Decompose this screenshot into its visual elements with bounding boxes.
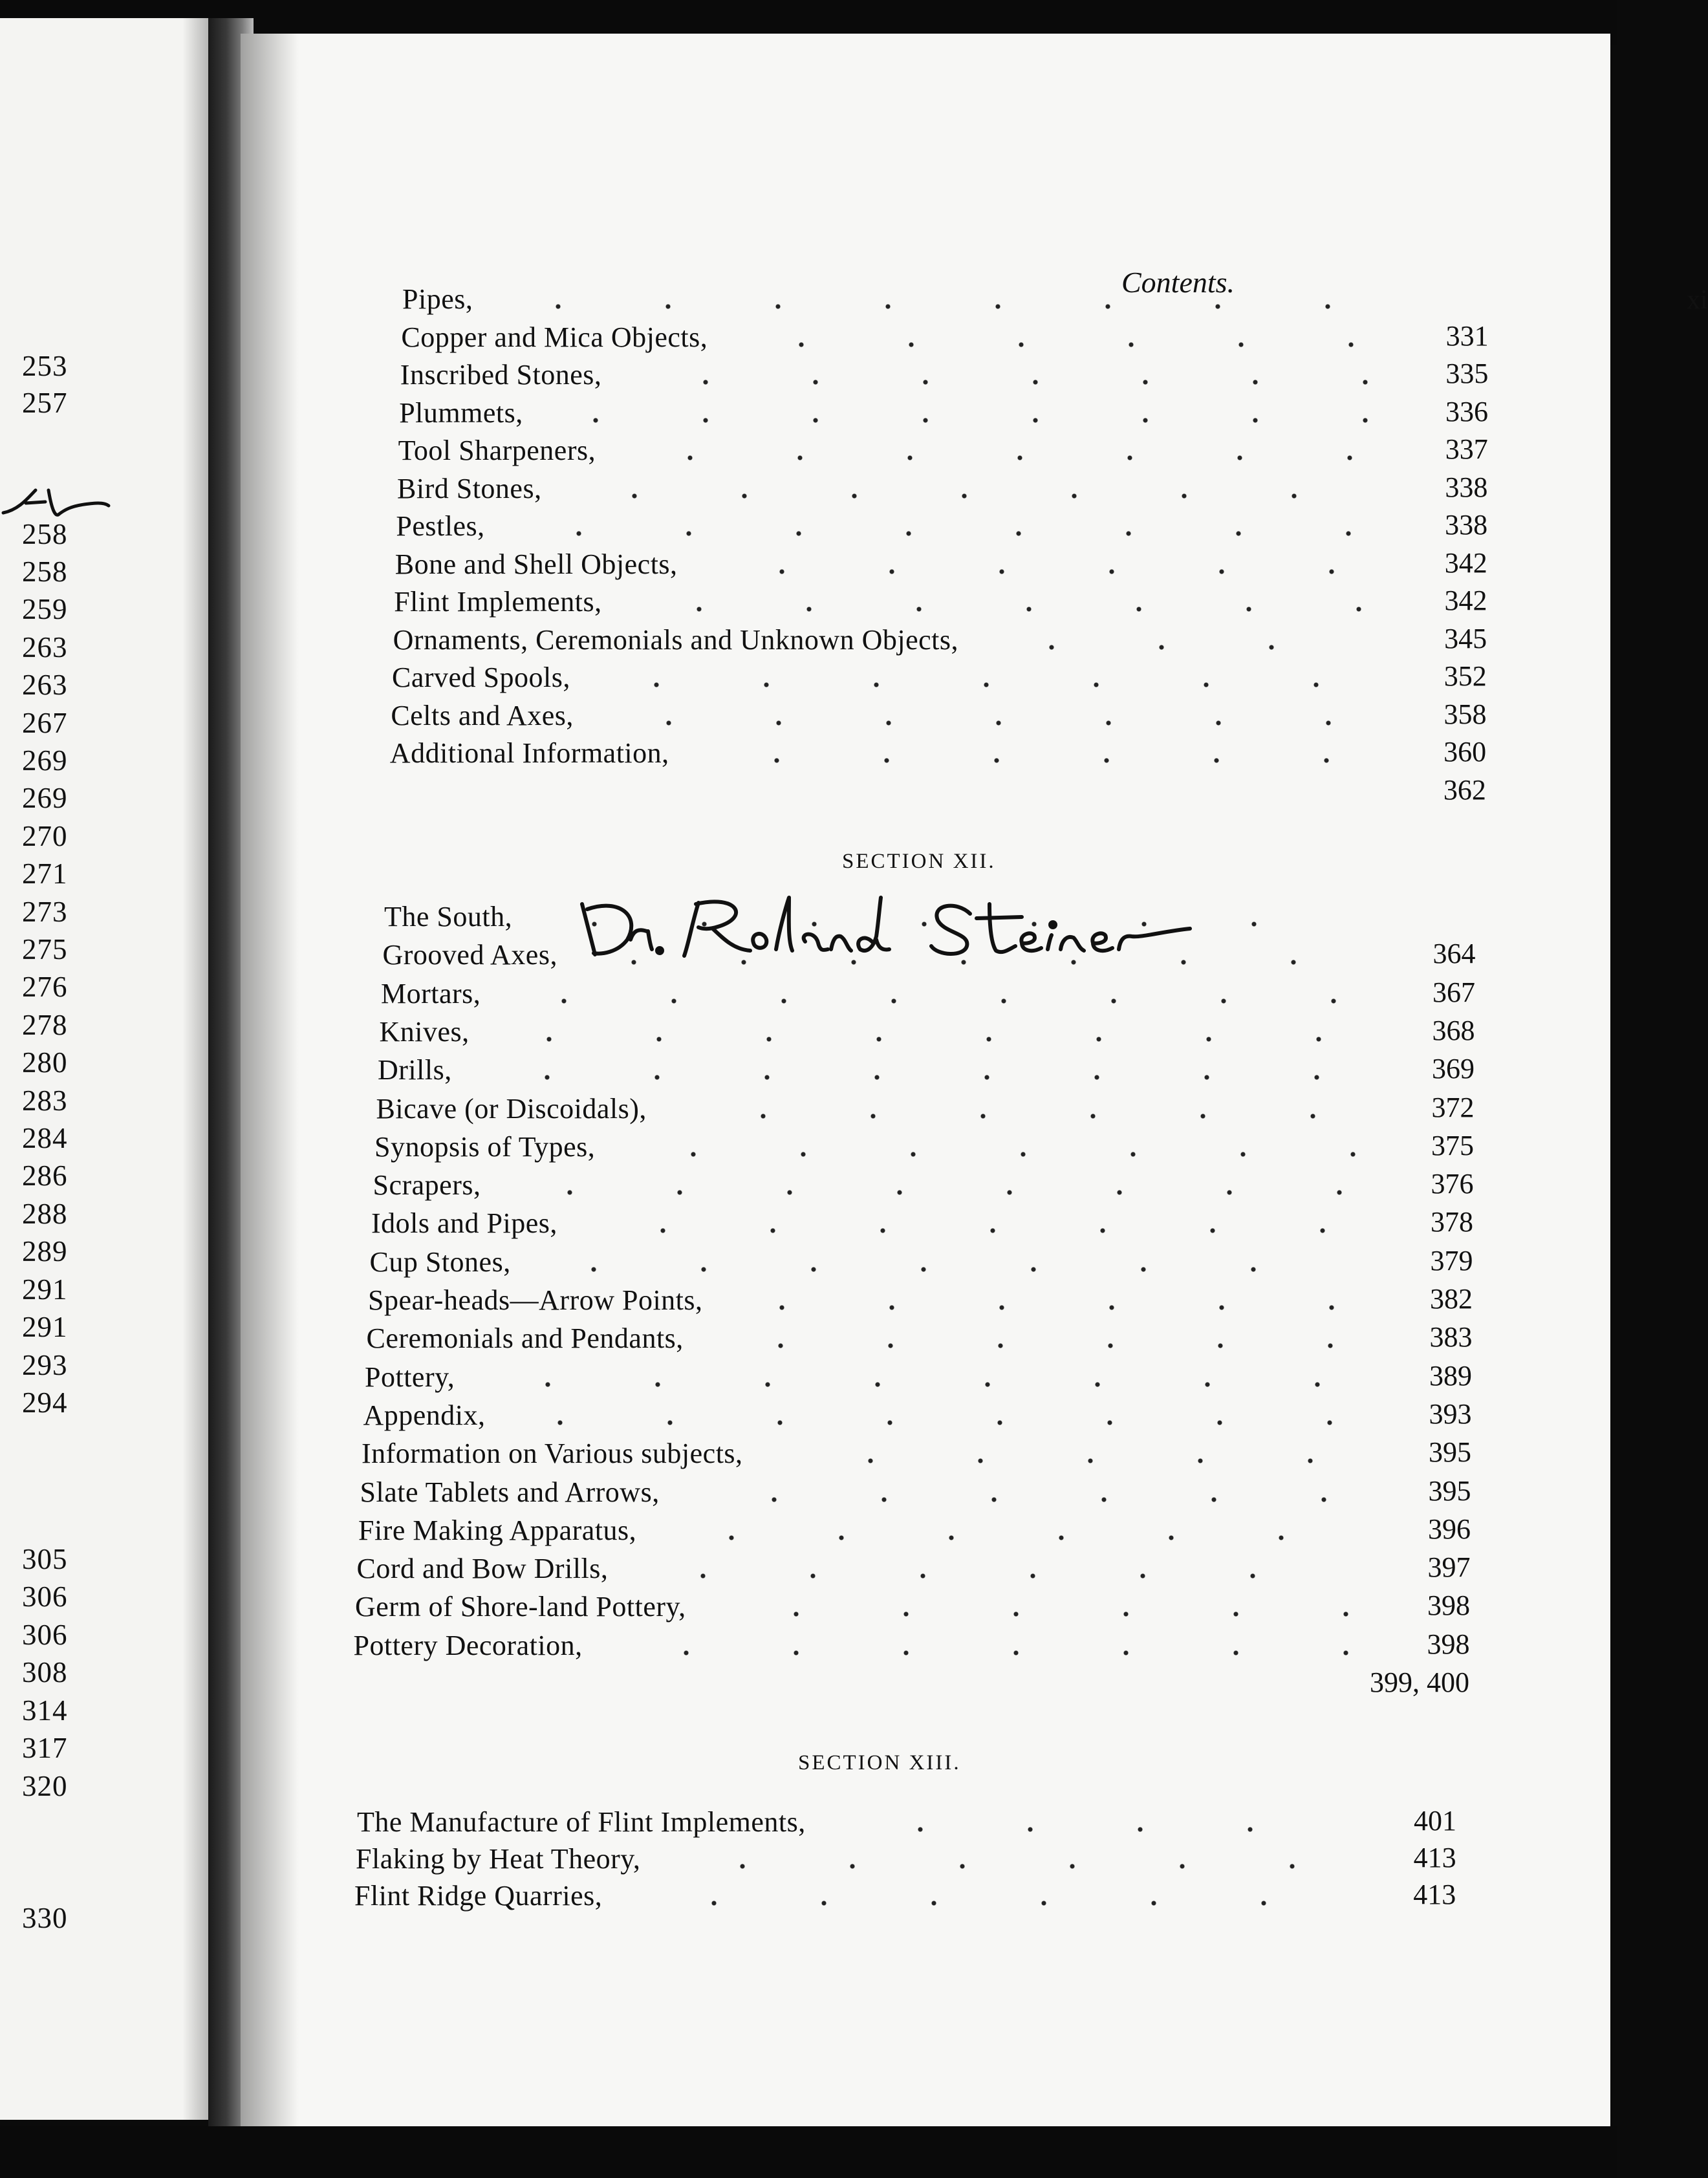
left-page-number: 275 [22, 933, 68, 965]
handwritten-signature [569, 878, 1209, 962]
page-number: xi [1687, 285, 1708, 315]
toc-entry-label: Flint Ridge Quarries, [354, 1880, 603, 1912]
toc-entry-label: Bone and Shell Objects, [395, 548, 678, 580]
left-page-number: 306 [22, 1619, 68, 1651]
left-page-number: 278 [22, 1009, 68, 1041]
toc-dot-leader [635, 455, 1379, 461]
toc-entry-label: Pipes, [402, 283, 473, 315]
toc-entry-label: Drills, [378, 1054, 452, 1086]
toc-entry-label: Cord and Bow Drills, [356, 1553, 609, 1585]
toc-entry-label: Mortars, [381, 977, 481, 1009]
toc-dot-leader [505, 1419, 1360, 1426]
toc-dot-leader [722, 757, 1379, 764]
toc-dot-leader [539, 1266, 1360, 1273]
toc-dot-leader [648, 1573, 1360, 1579]
left-page-number: 314 [22, 1694, 68, 1727]
left-page-number: 308 [22, 1656, 68, 1688]
toc-entry-page: 338 [1445, 471, 1488, 503]
left-page-number: 330 [22, 1902, 68, 1934]
left-page-number: 289 [22, 1235, 68, 1267]
left-page-number: 257 [22, 387, 68, 419]
left-page-number: 291 [22, 1273, 68, 1306]
toc-dot-leader [708, 1113, 1360, 1119]
left-page-number: 320 [22, 1770, 68, 1802]
toc-dot-leader [601, 682, 1379, 688]
toc-entry-label: Ceremonials and Pendants, [366, 1322, 684, 1355]
left-page-number: 258 [22, 555, 68, 588]
toc-entry-page: 398 [1427, 1628, 1470, 1660]
toc-entry-label: Appendix, [363, 1399, 486, 1431]
toc-dot-leader [493, 1381, 1359, 1388]
toc-entry-label: Information on Various subjects, [362, 1438, 743, 1470]
toc-entry-label: The Manufacture of Flint Implements, [357, 1806, 806, 1838]
toc-entry-page: 379 [1430, 1244, 1473, 1277]
page-curl-shadow [182, 18, 208, 2120]
toc-entry-page: 378 [1431, 1206, 1473, 1238]
toc-entry-label: Pottery, [365, 1361, 455, 1393]
toc-entry-label: Pottery Decoration, [353, 1629, 583, 1661]
page-title: Contents. [1121, 266, 1235, 299]
left-page-number: 267 [22, 707, 68, 739]
toc-dot-leader [494, 1036, 1360, 1042]
toc-entry-page: 398 [1427, 1590, 1470, 1622]
toc-dot-leader [524, 530, 1379, 537]
toc-entry-label: Tool Sharpeners, [398, 435, 596, 466]
toc-dot-leader [638, 1151, 1359, 1158]
toc-entry-label: Idols and Pipes, [371, 1207, 557, 1240]
left-page-number: 253 [22, 350, 68, 382]
toc-entry-page: 393 [1429, 1397, 1472, 1430]
toc-dot-leader [608, 1227, 1359, 1234]
left-page-number: 283 [22, 1084, 68, 1117]
toc-entry-page: 397 [1427, 1551, 1471, 1584]
toc-dot-leader [727, 568, 1379, 575]
toc-dot-leader [727, 1304, 1359, 1311]
left-page-number: 258 [22, 518, 68, 550]
left-page-number: 269 [22, 744, 68, 777]
left-page-number: 270 [22, 820, 68, 852]
left-page-number: 293 [22, 1349, 68, 1381]
toc-dot-leader [644, 606, 1379, 612]
contents-page [241, 34, 1708, 2126]
toc-entry-page: 352 [1443, 660, 1487, 692]
section-xii-heading: SECTION XII. [842, 850, 996, 873]
toc-dot-leader [997, 644, 1379, 651]
toc-entry-label: Flaking by Heat Theory, [356, 1843, 641, 1875]
left-page-number: 263 [22, 631, 68, 663]
toc-entry-page: 360 [1443, 736, 1487, 768]
left-page-number: 294 [22, 1386, 68, 1419]
toc-entry-page: 413 [1413, 1842, 1456, 1873]
toc-dot-leader [746, 341, 1379, 348]
toc-entry-page: 383 [1429, 1321, 1473, 1353]
toc-entry-page: 369 [1432, 1053, 1475, 1085]
toc-entry-page: 337 [1445, 433, 1488, 465]
toc-entry-label: Bicave (or Discoidals), [376, 1092, 647, 1125]
toc-entry-label: Fire Making Apparatus, [358, 1514, 637, 1546]
toc-dot-leader [503, 303, 1379, 310]
toc-entry-label: Carved Spools, [392, 662, 570, 693]
left-facing-page [0, 18, 208, 2120]
toc-entry-label: Scrapers, [373, 1169, 481, 1202]
toc-entry-page: 338 [1445, 509, 1488, 541]
toc-entry-page: 382 [1430, 1283, 1473, 1315]
toc-entry-label: Copper and Mica Objects, [401, 321, 708, 353]
left-page-number: 259 [22, 593, 68, 625]
toc-entry-page: 395 [1428, 1474, 1471, 1507]
left-page-number: 280 [22, 1046, 68, 1079]
left-page-number: 291 [22, 1311, 68, 1343]
toc-entry-page: 401 [1414, 1805, 1456, 1837]
left-page-number: 284 [22, 1122, 68, 1154]
toc-entry-label: Additional Information, [389, 737, 669, 769]
toc-dot-leader [865, 1826, 1314, 1833]
left-page-number: 263 [22, 669, 68, 701]
toc-dot-leader [816, 1458, 1359, 1464]
toc-entry-label: Knives, [379, 1015, 470, 1048]
toc-dot-leader [719, 1496, 1360, 1503]
toc-entry-label: Plummets, [399, 396, 523, 429]
toc-entry-label: Spear-heads—Arrow Points, [368, 1284, 703, 1316]
toc-entry-label: Pestles, [396, 510, 485, 542]
left-page-number: 269 [22, 782, 68, 814]
toc-entry-page: 367 [1432, 976, 1475, 1008]
toc-entry-page: 372 [1431, 1091, 1475, 1123]
toc-dot-leader [509, 998, 1359, 1004]
toc-dot-leader [614, 720, 1379, 726]
toc-entry-page: 342 [1444, 585, 1487, 616]
toc-dot-leader [515, 1189, 1360, 1196]
left-page-number: 286 [22, 1159, 68, 1192]
left-page-number: 306 [22, 1580, 68, 1613]
toc-dot-leader [659, 1900, 1314, 1906]
toc-entry-page: 368 [1432, 1014, 1475, 1046]
toc-dot-leader [741, 1611, 1359, 1617]
toc-entry-label: The South, [384, 901, 513, 933]
toc-entry-label: Ornaments, Ceremonials and Unknown Objects, [393, 623, 959, 656]
toc-entry-label: Germ of Shore-land Pottery, [355, 1591, 686, 1623]
left-page-number: 305 [22, 1543, 68, 1575]
toc-entry-label: Cup Stones, [369, 1245, 511, 1278]
toc-entry-page: 399, 400 [1370, 1666, 1469, 1698]
toc-entry-page: 345 [1444, 622, 1487, 654]
toc-entry-label: Celts and Axes, [391, 699, 574, 731]
toc-entry-label: Grooved Axes, [382, 939, 557, 971]
toc-dot-leader [726, 1342, 1360, 1349]
left-page-number: 271 [22, 857, 68, 890]
toc-entry-page: 375 [1431, 1129, 1474, 1161]
toc-entry-page: 335 [1445, 358, 1489, 389]
scan-border-bottom [0, 2126, 1617, 2178]
toc-entry-page: 395 [1429, 1436, 1471, 1469]
toc-dot-leader [541, 417, 1379, 424]
section-xiii-heading: SECTION XIII. [798, 1751, 961, 1774]
toc-dot-leader [631, 1650, 1360, 1656]
spine-shadow [241, 34, 299, 2126]
toc-entry-label: Flint Implements, [394, 586, 602, 618]
toc-dot-leader [676, 1535, 1359, 1541]
left-page-number: 276 [22, 971, 68, 1003]
toc-entry-page: 342 [1444, 546, 1487, 579]
toc-entry-page: 396 [1428, 1513, 1471, 1545]
toc-entry-label: Bird Stones, [397, 472, 542, 504]
left-page-number: 288 [22, 1198, 68, 1230]
left-page-number: 317 [22, 1732, 68, 1764]
toc-entry-page: 364 [1432, 938, 1476, 970]
toc-dot-leader [651, 379, 1379, 385]
toc-dot-leader [687, 1863, 1314, 1870]
toc-entry-page: 336 [1445, 395, 1489, 427]
toc-entry-page: 331 [1445, 319, 1489, 352]
toc-entry-label: Slate Tablets and Arrows, [360, 1476, 660, 1508]
toc-entry-page: 358 [1443, 698, 1487, 730]
left-page-number: 273 [22, 896, 68, 928]
toc-entry-page: 413 [1413, 1879, 1456, 1910]
toc-entry-page: 362 [1443, 773, 1486, 806]
toc-dot-leader [579, 493, 1379, 499]
toc-entry-page: 376 [1431, 1168, 1474, 1200]
toc-entry-page: 389 [1429, 1359, 1472, 1392]
toc-dot-leader [492, 1074, 1359, 1081]
toc-entry-label: Inscribed Stones, [400, 359, 602, 391]
toc-entry-label: Synopsis of Types, [374, 1130, 596, 1163]
